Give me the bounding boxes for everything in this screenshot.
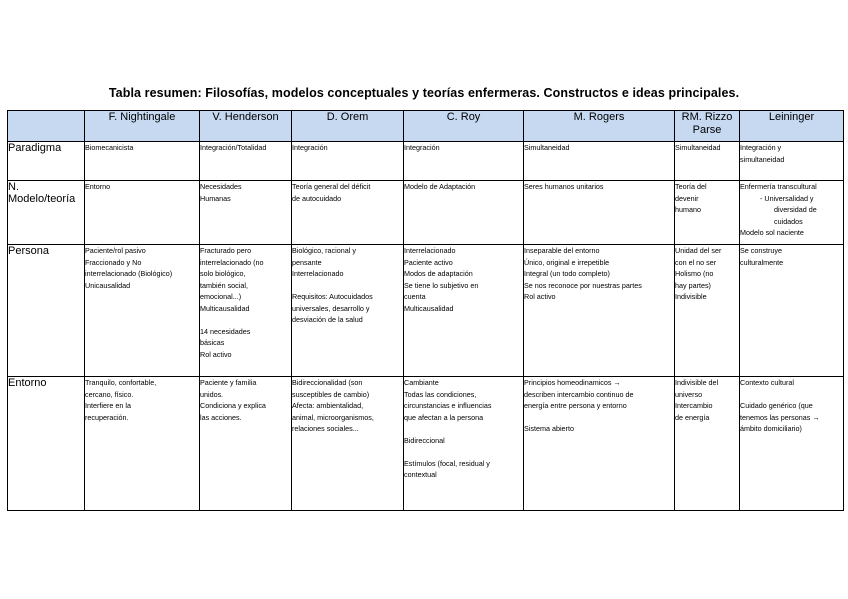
cell-line: Teoría general del déficit <box>292 182 371 191</box>
cell-line: Integración <box>404 143 440 152</box>
cell-line: Paciente y familia <box>200 378 257 387</box>
table-cell <box>404 181 524 245</box>
cell-line: con el no ser <box>675 257 717 267</box>
cell-line: Entorno <box>85 182 111 191</box>
table-row <box>8 245 844 377</box>
cell-line: las acciones. <box>200 412 242 422</box>
table-cell <box>200 142 292 181</box>
cell-line: Bidireccionalidad (son <box>292 378 363 387</box>
table-body <box>8 142 844 511</box>
cell-line: Principios homeodinamicos → <box>524 378 621 387</box>
table-cell <box>675 245 740 377</box>
cell-line: Integración/Totalidad <box>200 143 267 152</box>
corner-cell <box>8 111 85 142</box>
table-cell <box>404 245 524 377</box>
cell-line: relaciones sociales... <box>292 424 359 433</box>
cell-line: Se nos reconoce por nuestras partes <box>524 280 642 290</box>
table-cell <box>675 142 740 181</box>
column-header: C. Roy <box>404 111 524 142</box>
cell-line: devenir <box>675 193 699 203</box>
cell-line: Se construye <box>740 246 782 255</box>
cell-line: interrelacionado (no <box>200 257 264 267</box>
column-header: Leininger <box>740 111 844 142</box>
column-header: F. Nightingale <box>85 111 200 142</box>
cell-line: Intercambio <box>675 401 713 410</box>
cell-line: Único, original e irrepetible <box>524 257 610 267</box>
cell-line: solo biológico, <box>200 269 246 278</box>
cell-line: circunstancias e influencias <box>404 401 492 410</box>
cell-line: Integral (un todo completo) <box>524 269 610 278</box>
column-header: V. Henderson <box>200 111 292 142</box>
table-cell <box>740 181 844 245</box>
cell-line: tenemos las personas → <box>740 412 820 422</box>
table-cell <box>292 181 404 245</box>
cell-line: Teoría del <box>675 182 707 191</box>
header-row <box>8 111 844 142</box>
cell-line: contextual <box>404 470 437 479</box>
cell-line: Multicausalidad <box>404 303 454 313</box>
cell-line <box>740 389 843 401</box>
row-header: Paradigma <box>8 142 85 181</box>
cell-line: Estímulos (focal, residual y <box>404 458 490 468</box>
table-cell <box>524 377 675 511</box>
cell-line: Necesidades <box>200 182 242 191</box>
table-cell <box>292 142 404 181</box>
cell-line: Modelo de Adaptación <box>404 182 476 191</box>
cell-line: - Universalidad y diversidad de cuidados <box>760 193 817 226</box>
cell-line: Humanas <box>200 193 231 203</box>
table-cell <box>292 377 404 511</box>
row-header: Entorno <box>8 377 85 511</box>
table-cell <box>524 245 675 377</box>
cell-line: Bidireccional <box>404 435 445 445</box>
cell-line: Afecta: ambientalidad, <box>292 401 364 410</box>
cell-line: Simultaneidad <box>675 143 721 152</box>
cell-line: Se tiene lo subjetivo en <box>404 280 479 290</box>
table-row <box>8 142 844 181</box>
table-cell <box>200 377 292 511</box>
table-cell <box>404 377 524 511</box>
row-header: N. Modelo/teoría <box>8 181 85 245</box>
cell-line: cercano, físico. <box>85 389 134 399</box>
cell-line: emocional...) <box>200 292 242 301</box>
cell-line: unidos. <box>200 389 224 399</box>
cell-line: Modelo sol naciente <box>740 228 804 237</box>
cell-line: Indivisible <box>675 292 707 301</box>
cell-line: Modos de adaptación <box>404 269 473 278</box>
cell-line: Contexto cultural <box>740 378 794 387</box>
table-cell <box>200 181 292 245</box>
cell-line: Biomecanicista <box>85 143 134 152</box>
cell-line: Multicausalidad <box>200 303 250 313</box>
cell-line: Indivisible del <box>675 378 719 387</box>
table-row <box>8 181 844 245</box>
table-cell <box>85 142 200 181</box>
cell-line: Cambiante <box>404 378 439 387</box>
cell-line: de energía <box>675 412 710 422</box>
cell-line <box>292 280 403 292</box>
cell-line: Seres humanos unitarios <box>524 182 604 191</box>
cell-line: Fraccionado y No <box>85 257 142 267</box>
cell-line: Integración y <box>740 143 782 152</box>
cell-line: Paciente/rol pasivo <box>85 246 146 255</box>
cell-line: Paciente activo <box>404 257 453 267</box>
cell-line: humano <box>675 205 701 214</box>
table-cell <box>524 142 675 181</box>
column-header: RM. Rizzo Parse <box>675 111 740 142</box>
cell-line: Enfermería transcultural <box>740 182 817 191</box>
cell-line: Inseparable del entorno <box>524 246 600 255</box>
table-cell <box>675 181 740 245</box>
cell-line: Unicausalidad <box>85 280 131 290</box>
cell-line: desviación de la salud <box>292 315 363 324</box>
column-header: D. Orem <box>292 111 404 142</box>
cell-line: Unidad del ser <box>675 246 722 255</box>
cell-line: Rol activo <box>524 292 556 301</box>
table-cell <box>740 142 844 181</box>
cell-line: cuenta <box>404 292 426 301</box>
cell-line: Todas las condiciones, <box>404 389 477 399</box>
cell-line: Sistema abierto <box>524 424 574 433</box>
cell-line: simultaneidad <box>740 154 785 164</box>
table-cell <box>85 181 200 245</box>
cell-line: Simultaneidad <box>524 143 570 152</box>
cell-line: Fracturado pero <box>200 246 252 255</box>
cell-line: Interfiere en la <box>85 401 131 410</box>
column-header: M. Rogers <box>524 111 675 142</box>
table-cell <box>740 377 844 511</box>
cell-line: recuperación. <box>85 412 129 422</box>
cell-line: interrelacionado (Biológico) <box>85 269 173 278</box>
cell-line: ámbito domiciliario) <box>740 424 802 433</box>
cell-line: que afectan a la persona <box>404 412 484 422</box>
cell-line: Interrelacionado <box>292 269 344 278</box>
cell-line: energía entre persona y entorno <box>524 401 627 410</box>
cell-line: Requisitos: Autocuidados <box>292 292 373 301</box>
cell-line: susceptibles de cambio) <box>292 389 370 399</box>
cell-line: Cuidado genérico (que <box>740 401 813 410</box>
table-cell <box>200 245 292 377</box>
cell-line: universo <box>675 389 703 399</box>
summary-table <box>7 110 844 511</box>
cell-line <box>200 314 291 326</box>
cell-line: de autocuidado <box>292 193 342 203</box>
cell-line: pensante <box>292 257 322 267</box>
table-cell <box>404 142 524 181</box>
cell-line: animal, microorganismos, <box>292 412 374 422</box>
cell-line: Interrelacionado <box>404 246 456 255</box>
cell-line <box>524 412 674 424</box>
cell-line: Integración <box>292 143 328 152</box>
cell-line: Holismo (no <box>675 269 714 278</box>
table-cell <box>85 245 200 377</box>
row-header: Persona <box>8 245 85 377</box>
table-cell <box>740 245 844 377</box>
cell-line: Condiciona y explica <box>200 401 266 410</box>
cell-line: también social, <box>200 280 248 290</box>
cell-line: Biológico, racional y <box>292 246 356 255</box>
page-title: Tabla resumen: Filosofías, modelos conceptuales y teorías enfermeras. Constructos e ideas principales. <box>108 86 740 100</box>
cell-line <box>404 446 523 458</box>
cell-line: culturalmente <box>740 257 784 267</box>
cell-line: Rol activo <box>200 349 232 359</box>
table-cell <box>85 377 200 511</box>
cell-line: hay partes) <box>675 280 711 290</box>
cell-line: 14 necesidades <box>200 326 251 336</box>
table-cell <box>675 377 740 511</box>
table-cell <box>292 245 404 377</box>
cell-line: básicas <box>200 338 225 347</box>
cell-line: universales, desarrollo y <box>292 303 370 313</box>
cell-line: Tranquilo, confortable, <box>85 378 157 387</box>
cell-line <box>404 423 523 435</box>
cell-line: describen intercambio continuo de <box>524 389 634 399</box>
table-cell <box>524 181 675 245</box>
table-row <box>8 377 844 511</box>
